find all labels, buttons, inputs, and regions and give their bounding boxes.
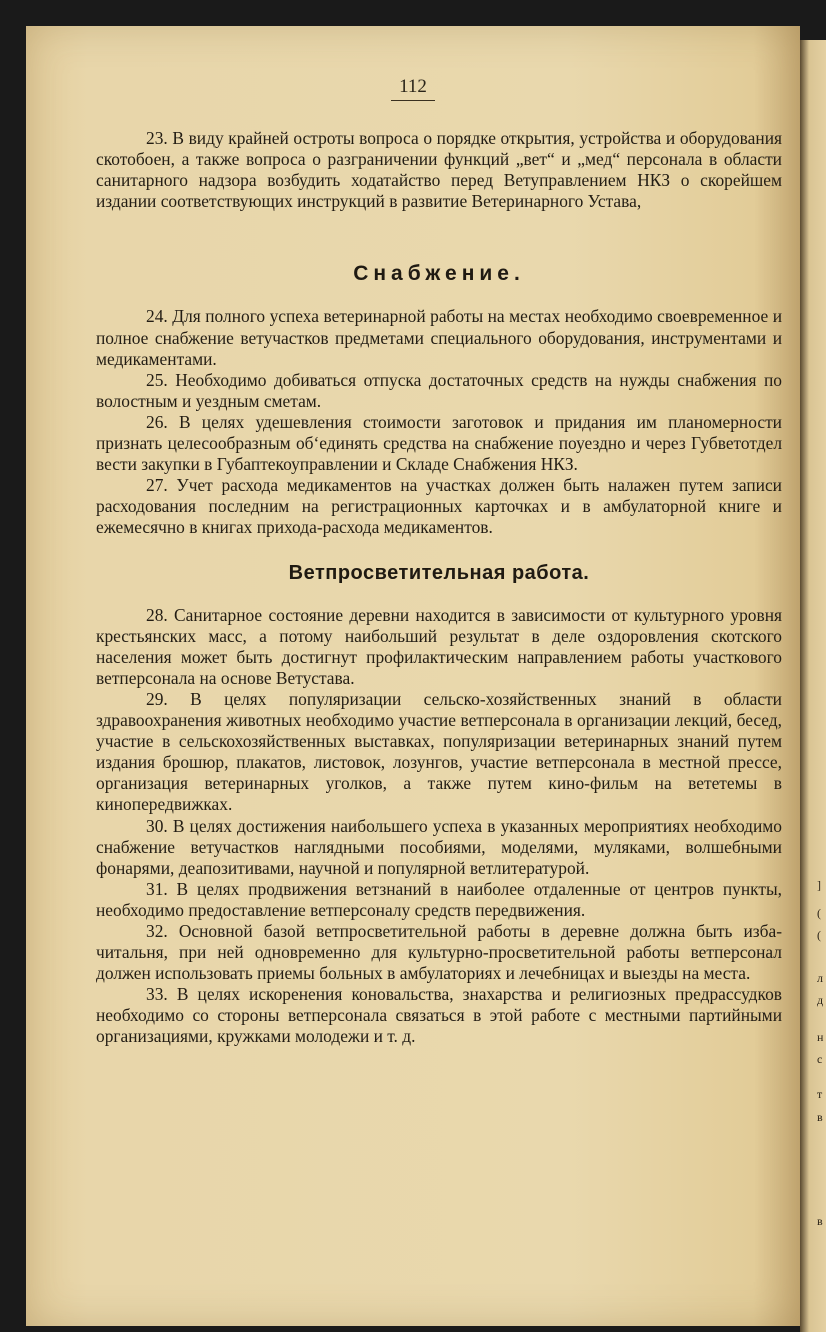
paragraph-28: 28. Санитарное состояние деревни находится в зависимости от культурного уровня крестьянских масс, а потому наибольший результат в деле оздоровления скотского населения может быть достигнут профилактическим направлением работы участкового ветперсонала на основе Ветустава. (96, 604, 782, 688)
paragraph-26: 26. В целях удешевления стоимости заготовок и придания им планомерности признать целесообразным об‘единять средства на снабжение поуездно и через Губветотдел вести закупки в Губаптекоуправлении и Складе Снабжения НКЗ. (96, 411, 782, 475)
paragraph-27: 27. Учет расхода медикаментов на участках должен быть налажен путем записи расходования последним на регистрационных карточках и в амбулаторной книге и ежемесячно в книгах прихода-расхода медикаментов. (96, 475, 782, 538)
adjacent-page-fragment: с (817, 1052, 823, 1066)
paragraph-24: 24. Для полного успеха ветеринарной работы на местах необходимо своевременное и полное снабжение ветучастков предметами специального оборудования, инструментами и медикаментами. (96, 306, 782, 369)
paragraph-33: 33. В целях искоренения коновальства, знахарства и религиозных предрассудков необходимо со стороны ветперсонала связаться в этой работе с местными партийными организациями, кружками молодежи и т. д. (96, 984, 782, 1047)
adjacent-page-edge (800, 40, 826, 1332)
page-number: 112 (26, 76, 800, 101)
paragraph-32: 32. Основной базой ветпросветительной работы в деревне должна быть изба-читальня, при ней одновременно для культурно-просветительной работы ветперсонал должен использовать приемы больных в амбулаториях и лечебницах и выезды на места. (96, 921, 782, 984)
paragraph-25: 25. Необходимо добиваться отпуска достаточных средств на нужды снабжения по волостным и уездным сметам. (96, 369, 782, 411)
paragraph-31: 31. В целях продвижения ветзнаний в наиболее отдаленные от центров пункты, необходимо предоставление ветперсоналу средств передвижения. (96, 878, 782, 920)
adjacent-page-fragment: в (817, 1110, 823, 1124)
adjacent-page-fragment: ( (817, 906, 821, 920)
adjacent-page-fragment: д (817, 993, 824, 1007)
paragraph-30: 30. В целях достижения наибольшего успеха в указанных мероприятиях необходимо снабжение ветучастков наглядными пособиями, моделями, муляками, волшебными фонарями, деапозитивами, научной и популярной ветлитературой. (96, 815, 782, 878)
adjacent-page-fragment: н (817, 1030, 824, 1044)
adjacent-page-fragment: т (817, 1087, 823, 1101)
page-content (96, 128, 782, 1048)
section-heading-vet-education: Ветпросветительная работа. (288, 561, 590, 584)
adjacent-page-fragment: ( (817, 928, 821, 942)
adjacent-page-fragment: ] (817, 878, 821, 892)
adjacent-page-fragment: л (817, 971, 823, 985)
paragraph-23: 23. В виду крайней остроты вопроса о порядке открытия, устройства и оборудования скотобоен, а также вопроса о разграничении функций „вет“ и „мед“ персонала в области санитарного надзора возбудить ходатайство перед Ветуправлением НКЗ о скорейшем издании соответствующих инструкций в развитие Ветеринарного Устава, (96, 128, 782, 212)
adjacent-page-fragment: в (817, 1214, 823, 1228)
section-heading-supply: Снабжение. (353, 262, 525, 286)
book-page (26, 26, 800, 1326)
paragraph-29: 29. В целях популяризации сельско-хозяйственных знаний в области здравоохранения животных необходимо участие ветперсонала в организации лекций, бесед, участие в сельскохозяйственных выставках, популяризации ветеринарных знаний путем издания брошюр, плакатов, листовок, лозунгов, участие ветперсонала в местной прессе, организация ветеринарных уголков, а также путем кино-фильм на вететемы в кинопередвижках. (96, 688, 782, 815)
